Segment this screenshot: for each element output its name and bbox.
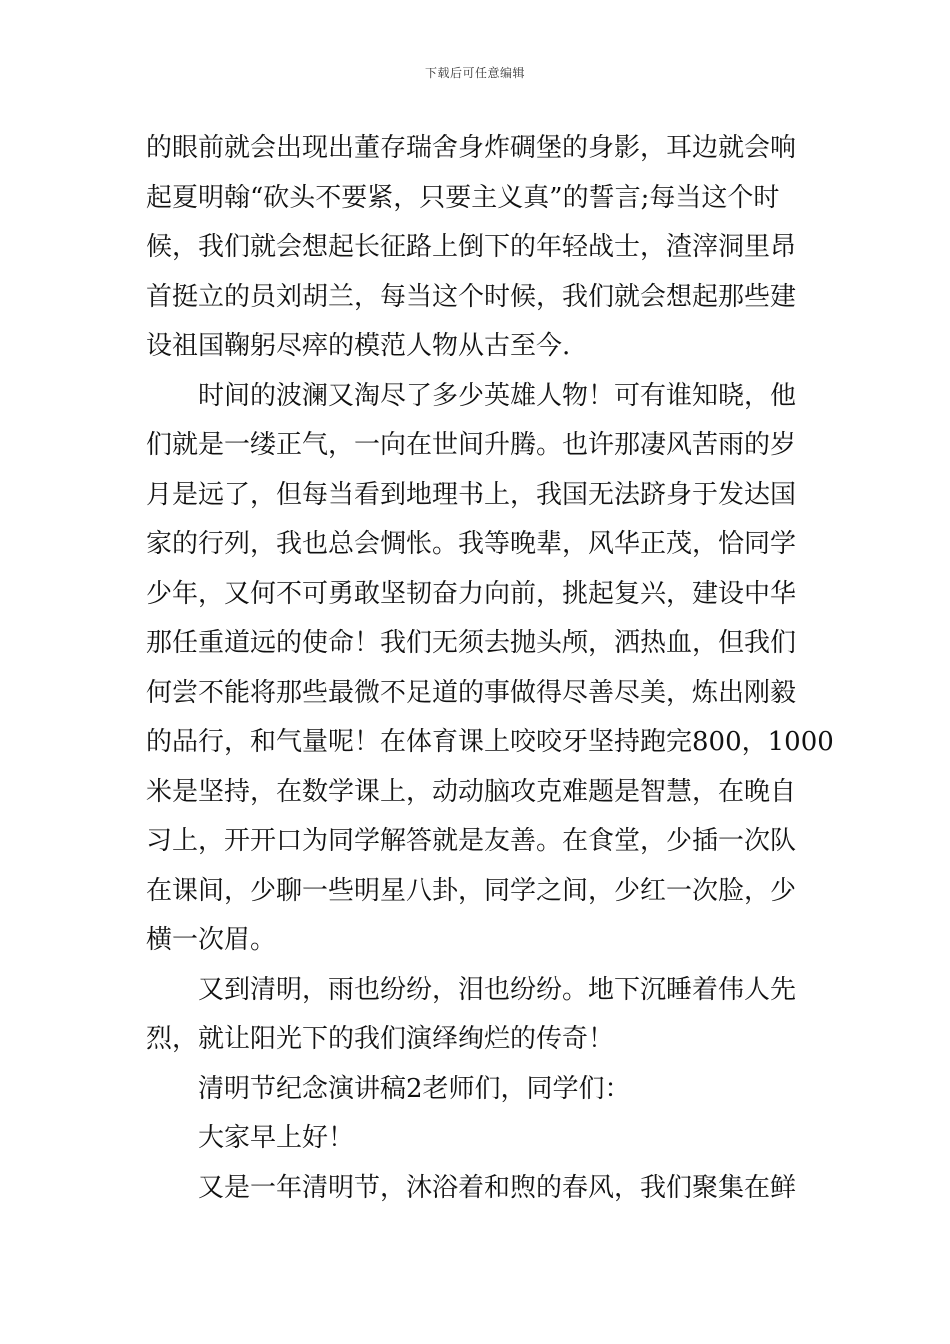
text-line: 的眼前就会出现出董存瑞舍身炸碉堡的身影，耳边就会响 bbox=[146, 133, 797, 163]
text-line: 在课间，少聊一些明星八卦，同学之间，少红一次脸，少 bbox=[146, 875, 797, 906]
text-line: 起夏明翰“砍头不要紧，只要主义真”的誓言;每当这个时 bbox=[146, 182, 780, 213]
text-line: 首挺立的员刘胡兰，每当这个时候，我们就会想起那些建 bbox=[146, 281, 797, 312]
text-line: 们就是一缕正气，一向在世间升腾。也许那凄风苦雨的岁 bbox=[146, 430, 797, 460]
text-line: 设祖国鞠躬尽瘁的模范人物从古至今. bbox=[146, 331, 571, 361]
text-line: 少年，又何不可勇敢坚韧奋力向前，挑起复兴，建设中华 bbox=[146, 578, 797, 609]
paragraph-start-line: 又到清明，雨也纷纷，泪也纷纷。地下沉睡着伟人先 bbox=[198, 974, 797, 1005]
text-line: 家的行列，我也总会惆怅。我等晚辈，风华正茂，恰同学 bbox=[146, 529, 797, 559]
text-line: 那任重道远的使命！我们无须去抛头颅，洒热血，但我们 bbox=[146, 628, 797, 658]
section-title-line: 清明节纪念演讲稿2老师们，同学们： bbox=[198, 1073, 631, 1104]
page-header: 下载后可任意编辑 bbox=[424, 66, 525, 80]
text-line: 烈，就让阳光下的我们演绎绚烂的传奇！ bbox=[146, 1024, 615, 1054]
text-line: 候，我们就会想起长征路上倒下的年轻战士，渣滓洞里昂 bbox=[146, 232, 797, 262]
greeting-line: 大家早上好！ bbox=[198, 1123, 355, 1153]
text-line: 何尝不能将那些最微不足道的事做得尽善尽美，炼出刚毅 bbox=[146, 677, 797, 708]
text-line: 的品行，和气量呢！在体育课上咬咬牙坚持跑完800，1000 bbox=[146, 727, 834, 757]
paragraph-start-line: 时间的波澜又淘尽了多少英雄人物！可有谁知晓，他 bbox=[198, 380, 797, 411]
text-line: 月是远了，但每当看到地理书上，我国无法跻身于发达国 bbox=[146, 479, 797, 510]
text-line: 习上，开开口为同学解答就是友善。在食堂，少插一次队 bbox=[146, 826, 797, 856]
document-body bbox=[146, 124, 834, 1213]
text-line: 米是坚持，在数学课上，动动脑攻克难题是智慧，在晚自 bbox=[146, 776, 797, 807]
paragraph-start-line: 又是一年清明节，沐浴着和煦的春风，我们聚集在鲜 bbox=[198, 1172, 797, 1203]
text-line: 横一次眉。 bbox=[146, 925, 277, 955]
